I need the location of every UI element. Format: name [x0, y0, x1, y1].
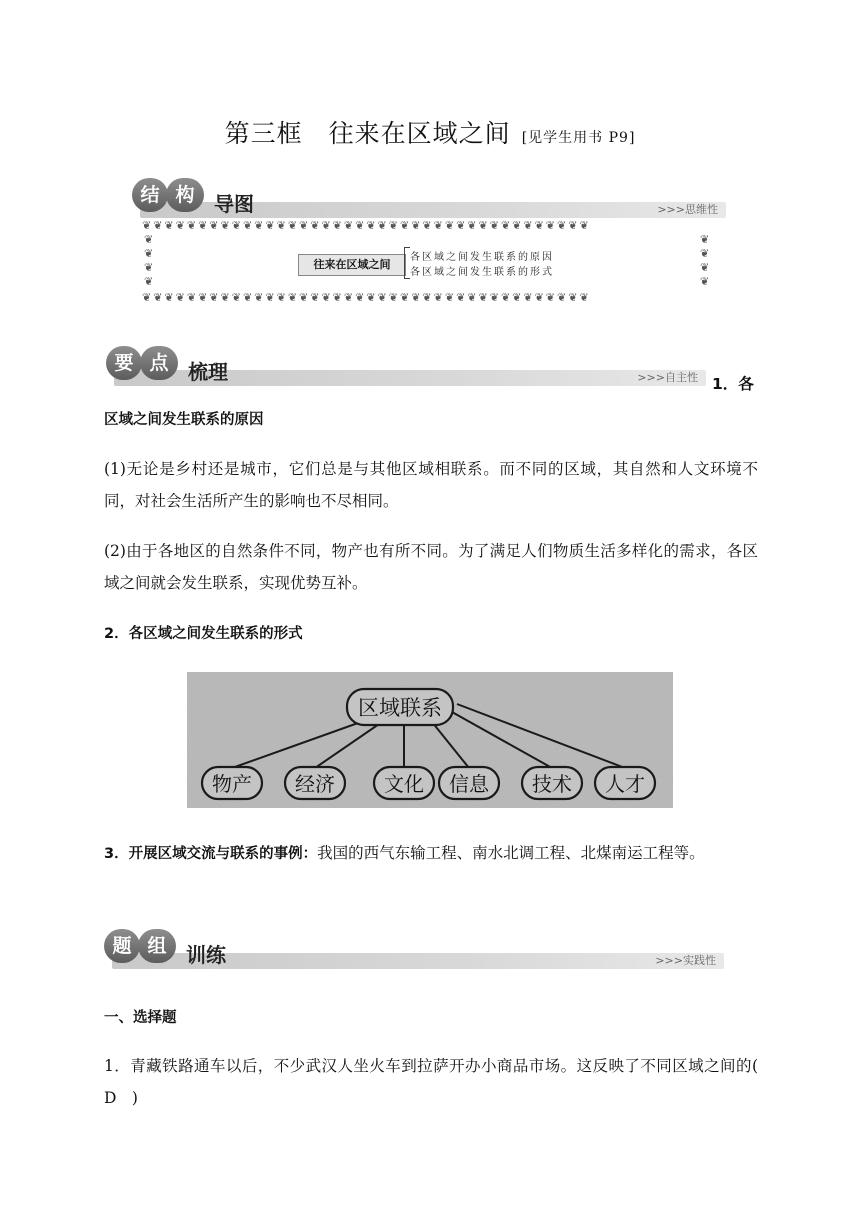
- banner-badge: 结: [132, 178, 168, 212]
- point-2-heading: 2．各区域之间发生联系的形式: [104, 626, 303, 642]
- banner-badge: 题: [104, 929, 140, 963]
- banner-heading: 梳理: [188, 360, 228, 384]
- banner-tagline: >>>自主性: [637, 371, 698, 384]
- paragraph-2: (2)由于各地区的自然条件不同，物产也有所不同。为了满足人们物质生活多样化的需求，各区域之间就会发生联系，实现优势互补。: [104, 542, 758, 592]
- point-3-label: 3．开展区域交流与联系的事例：: [104, 846, 318, 862]
- banner-badge: 组: [138, 929, 176, 963]
- banner-badge: 点: [140, 346, 178, 380]
- region-links-diagram: [187, 672, 673, 808]
- point-1-heading: 区域之间发生联系的原因: [104, 412, 264, 428]
- ornament-border-bottom: ❦❦❦❦❦❦❦❦❦❦❦❦❦❦❦❦❦❦❦❦❦❦❦❦❦❦❦❦❦❦❦❦❦❦❦❦❦❦❦❦: [142, 291, 591, 304]
- point-3-text: 我国的西气东输工程、南水北调工程、北煤南运工程等。: [317, 844, 705, 862]
- diagram-child-label: 物产: [212, 772, 252, 796]
- section-banner-structure-map: [132, 178, 726, 220]
- diagram-child-label: 文化: [384, 772, 424, 796]
- banner-heading: 导图: [214, 192, 254, 216]
- diagram-child-label: 技术: [532, 772, 572, 796]
- point-1-number: 1．各: [712, 375, 754, 393]
- banner-heading: 训练: [186, 943, 226, 967]
- question-1: 1．青藏铁路通车以后，不少武汉人坐火车到拉萨开办小商品市场。这反映了不同区域之间的( D ): [104, 1057, 774, 1107]
- ornament-border-top: ❦❦❦❦❦❦❦❦❦❦❦❦❦❦❦❦❦❦❦❦❦❦❦❦❦❦❦❦❦❦❦❦❦❦❦❦❦❦❦❦: [142, 219, 591, 232]
- ornament-border-right: ❦ ❦ ❦ ❦: [700, 233, 710, 288]
- banner-badge: 要: [106, 346, 142, 380]
- point-3: [104, 837, 758, 870]
- diagram-child-label: 信息: [449, 772, 489, 796]
- diagram-root-label: 区域联系: [358, 696, 442, 720]
- banner-tagline: >>>实践性: [655, 954, 716, 967]
- ornament-border-left: ❦ ❦ ❦ ❦: [144, 233, 154, 288]
- banner-tagline: >>>思维性: [657, 203, 718, 216]
- concept-map-item: 各区域之间发生联系的原因: [410, 252, 554, 263]
- banner-badge: 构: [166, 178, 204, 212]
- diagram-child-label: 经济: [295, 772, 335, 796]
- diagram-child-label: 人才: [605, 772, 645, 796]
- concept-map-root: 往来在区域之间: [298, 254, 406, 276]
- section-banner-key-points: [106, 346, 706, 388]
- concept-map-item: 各区域之间发生联系的形式: [410, 267, 554, 278]
- paragraph-1: (1)无论是乡村还是城市，它们总是与其他区域相联系。而不同的区域，其自然和人文环境不同，对社会生活所产生的影响也不尽相同。: [104, 460, 758, 510]
- section-banner-exercises: [104, 929, 724, 971]
- title-main: 第三框 往来在区域之间: [224, 119, 511, 148]
- page-title: [0, 114, 860, 150]
- section-heading-multiple-choice: 一、选择题: [104, 1010, 177, 1026]
- title-reference: [见学生用书 P9]: [521, 130, 636, 146]
